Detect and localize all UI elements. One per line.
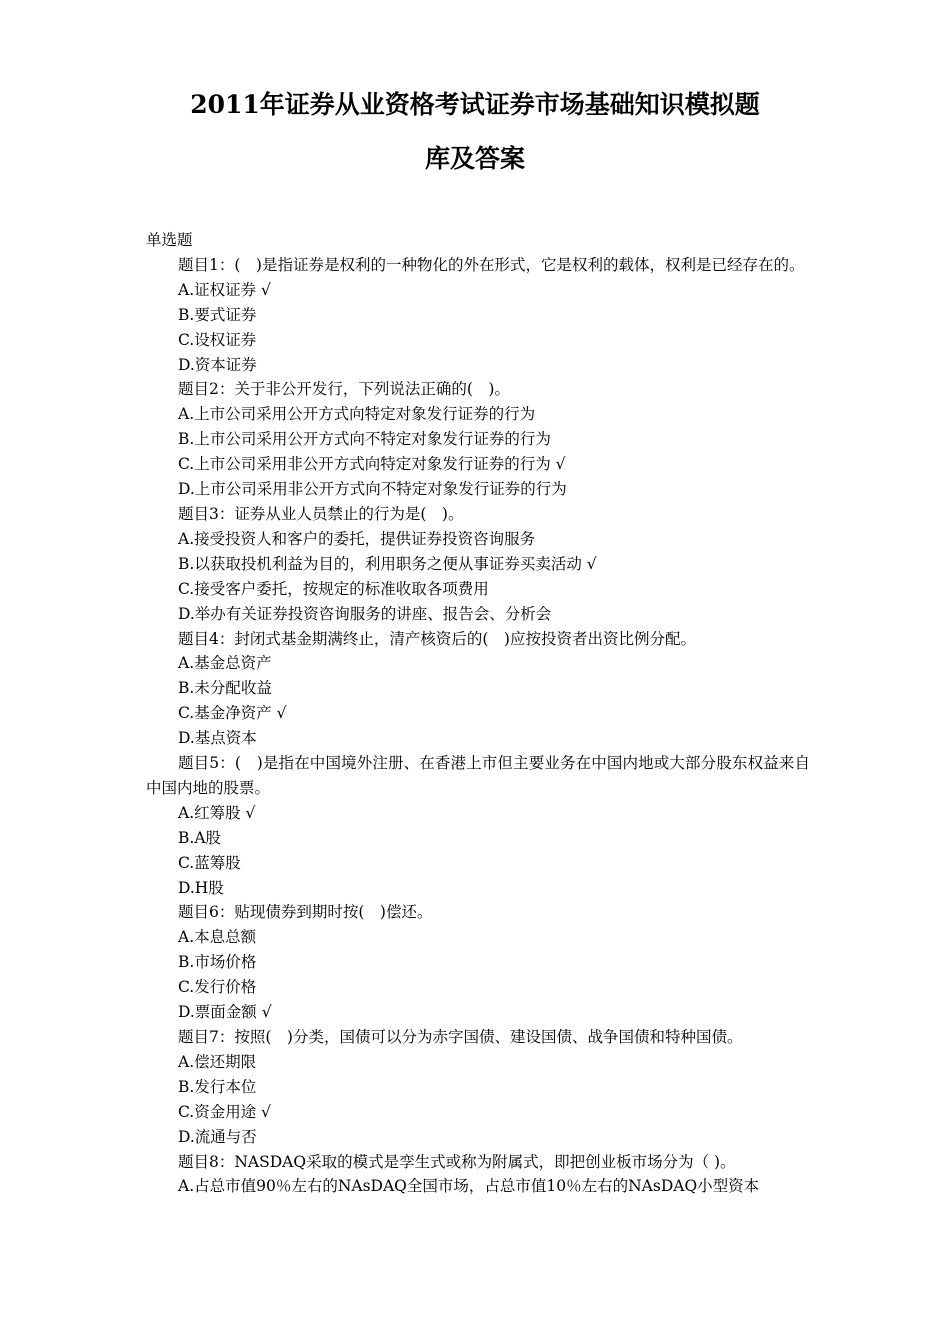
answer-option: B.要式证券: [178, 305, 257, 324]
question-stem: 题目6：贴现债券到期时按( )偿还。: [178, 903, 433, 922]
answer-option: A.证权证券 √: [178, 280, 271, 299]
answer-option: A.本息总额: [178, 928, 257, 947]
answer-option: D.举办有关证券投资咨询服务的讲座、报告会、分析会: [178, 604, 552, 623]
document-body: [146, 228, 810, 1199]
answer-option: A.上市公司采用公开方式向特定对象发行证券的行为: [178, 405, 536, 424]
answer-option: D.资本证券: [178, 355, 257, 374]
answer-option: A.基金总资产: [178, 654, 272, 673]
page-title: [120, 78, 830, 186]
answer-option: A.接受投资人和客户的委托，提供证券投资咨询服务: [178, 529, 536, 548]
answer-option: D.基点资本: [178, 729, 257, 748]
answer-option: C.资金用途 √: [178, 1102, 272, 1121]
section-label: 单选题: [146, 231, 193, 249]
answer-option: C.基金净资产 √: [178, 704, 287, 723]
answer-option: B.上市公司采用公开方式向不特定对象发行证券的行为: [178, 430, 551, 449]
answer-option: A.红筹股 √: [178, 803, 256, 822]
answer-option: B.发行本位: [178, 1077, 257, 1096]
question-stem: 题目2：关于非公开发行，下列说法正确的( )。: [178, 380, 510, 399]
answer-option: A.占总市值90％左右的NAsDAQ全国市场，占总市值10％左右的NAsDAQ小型资本: [178, 1177, 760, 1196]
answer-option: D.H股: [178, 878, 224, 897]
answer-option: C.上市公司采用非公开方式向特定对象发行证券的行为 √: [178, 455, 566, 474]
answer-option: A.偿还期限: [178, 1052, 257, 1071]
question-stem: 题目8：NASDAQ采取的模式是孪生式或称为附属式，即把创业板市场分为（ )。: [178, 1152, 736, 1171]
question-stem: 题目3：证券从业人员禁止的行为是( )。: [178, 504, 464, 523]
answer-option: D.流通与否: [178, 1127, 257, 1146]
question-stem: 题目5：( )是指在中国境外注册、在香港上市但主要业务在中国内地或大部分股东权益来自中国内地的股票。: [146, 754, 810, 797]
answer-option: C.设权证券: [178, 330, 257, 349]
title-line-1: 2011年证券从业资格考试证券市场基础知识模拟题: [190, 90, 760, 119]
question-stem: 题目4：封闭式基金期满终止，清产核资后的( )应按投资者出资比例分配。: [178, 629, 696, 648]
answer-option: D.票面金额 √: [178, 1003, 272, 1022]
answer-option: C.蓝筹股: [178, 853, 241, 872]
title-line-2: 库及答案: [424, 144, 525, 173]
answer-option: C.接受客户委托，按规定的标准收取各项费用: [178, 579, 489, 598]
answer-option: C.发行价格: [178, 978, 257, 997]
answer-option: B.市场价格: [178, 953, 257, 972]
question-stem: 题目1：( )是指证券是权利的一种物化的外在形式，它是权利的载体，权利是已经存在的。: [178, 255, 805, 274]
answer-option: B.未分配收益: [178, 679, 272, 698]
question-stem: 题目7：按照( )分类，国债可以分为赤字国债、建设国债、战争国债和特种国债。: [178, 1028, 743, 1046]
answer-option: B.A股: [178, 828, 222, 847]
answer-option: B.以获取投机利益为目的，利用职务之便从事证券买卖活动 √: [178, 554, 597, 573]
answer-option: D.上市公司采用非公开方式向不特定对象发行证券的行为: [178, 480, 567, 499]
